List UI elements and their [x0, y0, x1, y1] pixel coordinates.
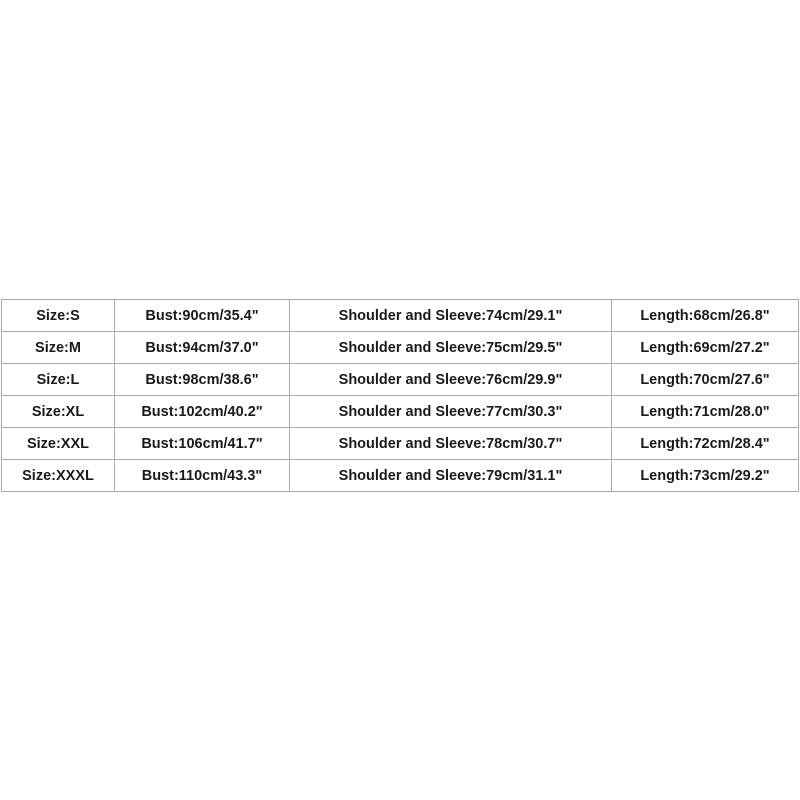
shoulder-sleeve-cell: Shoulder and Sleeve:79cm/31.1": [290, 460, 612, 492]
length-cell: Length:73cm/29.2": [612, 460, 799, 492]
size-cell: Size:XXXL: [2, 460, 115, 492]
length-cell: Length:68cm/26.8": [612, 300, 799, 332]
size-cell: Size:L: [2, 364, 115, 396]
bust-cell: Bust:90cm/35.4": [115, 300, 290, 332]
bust-cell: Bust:106cm/41.7": [115, 428, 290, 460]
length-cell: Length:71cm/28.0": [612, 396, 799, 428]
bust-cell: Bust:110cm/43.3": [115, 460, 290, 492]
shoulder-sleeve-cell: Shoulder and Sleeve:74cm/29.1": [290, 300, 612, 332]
size-cell: Size:S: [2, 300, 115, 332]
size-chart-table: [1, 299, 799, 492]
bust-cell: Bust:94cm/37.0": [115, 332, 290, 364]
table-row: [2, 396, 799, 428]
size-cell: Size:M: [2, 332, 115, 364]
bust-cell: Bust:102cm/40.2": [115, 396, 290, 428]
length-cell: Length:70cm/27.6": [612, 364, 799, 396]
size-cell: Size:XXL: [2, 428, 115, 460]
shoulder-sleeve-cell: Shoulder and Sleeve:76cm/29.9": [290, 364, 612, 396]
size-cell: Size:XL: [2, 396, 115, 428]
table-row: [2, 364, 799, 396]
table-row: [2, 428, 799, 460]
shoulder-sleeve-cell: Shoulder and Sleeve:78cm/30.7": [290, 428, 612, 460]
bust-cell: Bust:98cm/38.6": [115, 364, 290, 396]
table-row: [2, 460, 799, 492]
length-cell: Length:72cm/28.4": [612, 428, 799, 460]
length-cell: Length:69cm/27.2": [612, 332, 799, 364]
table-row: [2, 300, 799, 332]
shoulder-sleeve-cell: Shoulder and Sleeve:75cm/29.5": [290, 332, 612, 364]
table-row: [2, 332, 799, 364]
shoulder-sleeve-cell: Shoulder and Sleeve:77cm/30.3": [290, 396, 612, 428]
